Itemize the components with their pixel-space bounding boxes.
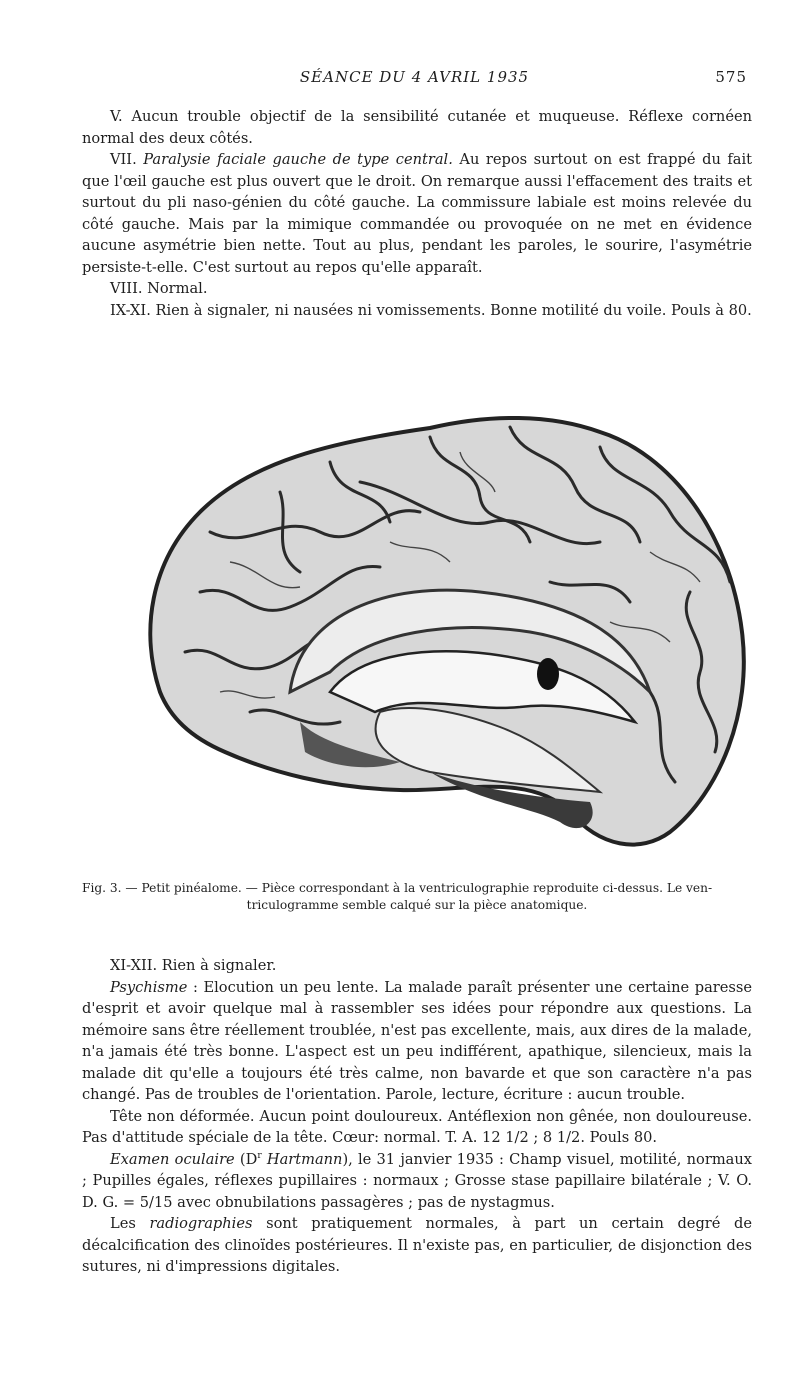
paragraph-examen-oculaire	[82, 1149, 752, 1214]
running-title: SÉANCE DU 4 AVRIL 1935	[299, 68, 530, 86]
paragraph-vii-lead: VII.	[110, 151, 144, 168]
caption-line-1: Fig. 3. — Petit pinéalome. — Pièce correspondant à la ventriculographie reproduite ci-dessus. Le ven-	[82, 881, 713, 895]
examen-doctor-name: Hartmann	[266, 1150, 343, 1168]
psychisme-body: : Elocution un peu lente. La malade paraît présenter une certaine paresse d'esprit et avoir quelque mal à rassembler ses idées pour répondre aux questions. La mémoire sans être réellement troublée, n'est pas excellente, mais, aux dires de la malade, n'a jamais été très bonne. L'aspect est un peu indifférent, apathique, silencieux, mais la malade dit qu'elle a toujours été très calme, non bavarde et que son caractère n'a pas changé. Pas de troubles de l'orientation. Parole, lecture, écriture : aucun trouble.	[82, 978, 752, 1103]
examen-oculaire-heading: Examen oculaire	[110, 1150, 235, 1168]
paragraph-v: V. Aucun trouble objectif de la sensibilité cutanée et muqueuse. Réflexe cornéen normal des deux côtés.	[82, 108, 752, 147]
page-header	[82, 68, 747, 92]
examen-oculaire-body: ), le 31 janvier 1935 : Champ visuel, motilité, normaux ; Pupilles égales, réflexes pupillaires : normaux ; Grosse stase papillaire bilatérale ; V. O. D. G. = 5/15 avec obnubilations passagères ; pas de nystagmus.	[82, 1150, 752, 1211]
paragraph-psychisme	[82, 977, 752, 1106]
radiographies-lead: Les	[110, 1215, 150, 1232]
examen-doctor-prefix: (D	[234, 1150, 258, 1168]
brain-section-figure	[130, 392, 750, 860]
paragraph-ix-xi: IX-XI. Rien à signaler, ni nausées ni vomissements. Bonne motilité du voile. Pouls à 80.	[110, 301, 752, 319]
figure-caption	[82, 880, 752, 914]
caption-line-2: triculogramme semble calqué sur la pièce anatomique.	[246, 898, 588, 912]
paragraph-xi-xii: XI-XII. Rien à signaler.	[110, 957, 277, 974]
top-text-block	[82, 106, 752, 321]
examen-doctor-sup: r	[257, 1150, 262, 1161]
radiographies-body: sont pratiquement normales, à part un certain degré de décalcification des clinoïdes postérieures. Il n'existe pas, en particulier, de disjonction des sutures, ni d'impressions digitales.	[82, 1215, 752, 1275]
paragraph-vii-heading: Paralysie faciale gauche de type central.	[143, 151, 453, 168]
paragraph-vii	[82, 149, 752, 278]
bottom-text-block	[82, 955, 752, 1278]
page-number: 575	[715, 68, 747, 86]
paragraph-vii-body: Au repos surtout on est frappé du fait que l'œil gauche est plus ouvert que le droit. On remarque aussi l'effacement des traits et surtout du pli naso-génien du côté gauche. La commissure labiale est moins relevée du côté gauche. Mais par la mimique commandée ou provoquée on ne met en évidence aucune asymétrie bien nette. Tout au plus, pendant les paroles, le sourire, l'asymétrie persiste-t-elle. C'est surtout au repos qu'elle apparaît.	[82, 151, 752, 276]
radiographies-heading: radiographies	[149, 1215, 253, 1232]
paragraph-viii: VIII. Normal.	[110, 280, 208, 297]
psychisme-heading: Psychisme	[110, 978, 188, 996]
paragraph-tete: Tête non déformée. Aucun point douloureux. Antéflexion non gênée, non douloureuse. Pas d'attitude spéciale de la tête. Cœur: normal. T. A. 12 1/2 ; 8 1/2. Pouls 80.	[82, 1107, 752, 1146]
paragraph-radiographies	[82, 1213, 752, 1278]
pineal-region	[537, 658, 559, 690]
